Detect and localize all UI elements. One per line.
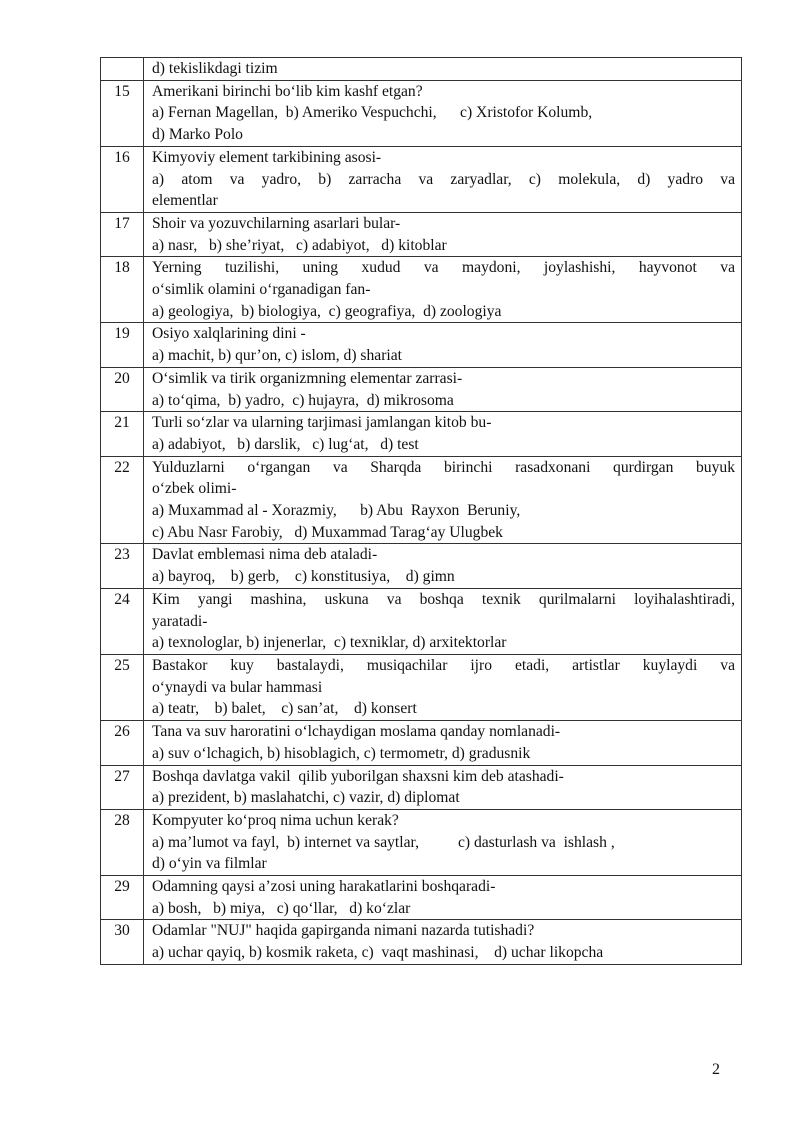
answer-line: a) geologiya, b) biologiya, c) geografiya, d) zoologiya	[152, 302, 502, 320]
question-body	[144, 323, 742, 367]
question-number: 20	[101, 367, 144, 411]
question-body	[144, 876, 742, 920]
question-text: Odamlar "NUJ" haqida gapirganda nimani nazarda tutishadi?	[152, 922, 535, 940]
answer-line: a) bosh, b) miya, c) qo‘llar, d) ko‘zlar	[152, 899, 411, 917]
answer-line: elementlar	[152, 192, 218, 210]
question-row	[101, 588, 742, 654]
question-row	[101, 721, 742, 765]
question-number	[101, 58, 144, 81]
question-text: Kimyoviy element tarkibining asosi-	[152, 148, 382, 166]
question-number: 26	[101, 721, 144, 765]
question-body	[144, 654, 742, 720]
answer-line: a) nasr, b) she’riyat, c) adabiyot, d) kitoblar	[152, 236, 447, 254]
question-row	[101, 58, 742, 81]
question-body	[144, 588, 742, 654]
answer-line: o‘ynaydi va bular hammasi	[152, 678, 323, 696]
page-number: 2	[712, 1061, 720, 1078]
question-text: Shoir va yozuvchilarning asarlari bular-	[152, 214, 401, 232]
question-number: 24	[101, 588, 144, 654]
question-row	[101, 412, 742, 456]
question-body	[144, 544, 742, 588]
question-body	[144, 765, 742, 809]
question-number: 28	[101, 809, 144, 875]
answer-line: a) Fernan Magellan, b) Ameriko Vespuchchi, c) Xristofor Kolumb,	[152, 104, 593, 122]
answer-line: c) Abu Nasr Farobiy, d) Muxammad Tarag‘ay Ulugbek	[152, 523, 503, 541]
question-text: Tana va suv haroratini o‘lchaydigan moslama qanday nomlanadi-	[152, 723, 561, 741]
question-body	[144, 721, 742, 765]
question-row	[101, 809, 742, 875]
question-row	[101, 920, 742, 964]
question-body	[144, 809, 742, 875]
question-number: 19	[101, 323, 144, 367]
answer-line: a) to‘qima, b) yadro, c) hujayra, d) mikrosoma	[152, 391, 454, 409]
question-text: Kompyuter ko‘proq nima uchun kerak?	[152, 811, 399, 829]
answer-line: a) bayroq, b) gerb, c) konstitusiya, d) gimn	[152, 568, 455, 586]
question-body	[144, 920, 742, 964]
question-body	[144, 456, 742, 544]
question-row	[101, 257, 742, 323]
question-number: 22	[101, 456, 144, 544]
question-text: Bastakor kuy bastalaydi, musiqachilar ijro etadi, artistlar kuylaydi va	[152, 656, 735, 674]
question-body	[144, 146, 742, 212]
question-text: d) tekislikdagi tizim	[152, 60, 278, 77]
question-row	[101, 212, 742, 256]
answer-line: a) machit, b) qur’on, c) islom, d) shariat	[152, 347, 403, 365]
question-number: 18	[101, 257, 144, 323]
answer-line: a) atom va yadro, b) zarracha va zaryadlar, c) molekula, d) yadro va	[152, 170, 735, 188]
answer-line: a) suv o‘lchagich, b) hisoblagich, c) termometr, d) gradusnik	[152, 744, 531, 762]
answer-line: a) teatr, b) balet, c) san’at, d) konsert	[152, 700, 417, 718]
answer-line: d) o‘yin va filmlar	[152, 855, 267, 873]
question-text: Odamning qaysi a’zosi uning harakatlarini boshqaradi-	[152, 878, 496, 896]
question-body	[144, 212, 742, 256]
question-text: Boshqa davlatga vakil qilib yuborilgan shaxsni kim deb atashadi-	[152, 767, 564, 785]
question-body	[144, 257, 742, 323]
question-body	[144, 412, 742, 456]
answer-line: d) Marko Polo	[152, 126, 243, 144]
question-body	[144, 367, 742, 411]
question-number: 29	[101, 876, 144, 920]
question-row	[101, 456, 742, 544]
question-text: Turli so‘zlar va ularning tarjimasi jamlangan kitob bu-	[152, 414, 492, 432]
question-number: 27	[101, 765, 144, 809]
question-number: 16	[101, 146, 144, 212]
question-row	[101, 876, 742, 920]
answer-line: a) Muxammad al - Xorazmiy, b) Abu Rayxon Beruniy,	[152, 502, 521, 520]
question-number: 17	[101, 212, 144, 256]
question-text: Osiyo xalqlarining dini -	[152, 325, 306, 343]
question-body	[144, 58, 742, 81]
question-number: 15	[101, 80, 144, 146]
question-text: Yulduzlarni o‘rgangan va Sharqda birinchi rasadxonani qurdirgan buyuk	[152, 458, 735, 476]
answer-line: yaratadi-	[152, 612, 208, 630]
question-text: Kim yangi mashina, uskuna va boshqa texnik qurilmalarni loyihalashtiradi,	[152, 590, 735, 608]
answer-line: a) adabiyot, b) darslik, c) lug‘at, d) test	[152, 435, 419, 453]
question-text: Davlat emblemasi nima deb ataladi-	[152, 546, 378, 564]
answer-line: a) prezident, b) maslahatchi, c) vazir, d) diplomat	[152, 789, 460, 807]
question-table	[100, 57, 742, 965]
question-text: Yerning tuzilishi, uning xudud va maydoni, joylashishi, hayvonot va	[152, 259, 735, 277]
question-number: 30	[101, 920, 144, 964]
question-row	[101, 80, 742, 146]
answer-line: o‘simlik olamini o‘rganadigan fan-	[152, 281, 371, 299]
question-row	[101, 765, 742, 809]
question-row	[101, 654, 742, 720]
answer-line: a) uchar qayiq, b) kosmik raketa, c) vaqt mashinasi, d) uchar likopcha	[152, 944, 604, 962]
answer-line: o‘zbek olimi-	[152, 480, 237, 498]
question-text: O‘simlik va tirik organizmning elementar zarrasi-	[152, 369, 463, 387]
question-number: 23	[101, 544, 144, 588]
question-row	[101, 367, 742, 411]
answer-line: a) texnologlar, b) injenerlar, c) texniklar, d) arxitektorlar	[152, 634, 507, 652]
question-number: 21	[101, 412, 144, 456]
question-row	[101, 544, 742, 588]
question-text: Amerikani birinchi bo‘lib kim kashf etgan?	[152, 82, 423, 100]
answer-line: a) ma’lumot va fayl, b) internet va saytlar, c) dasturlash va ishlash ,	[152, 833, 615, 851]
question-body	[144, 80, 742, 146]
question-number: 25	[101, 654, 144, 720]
question-row	[101, 146, 742, 212]
question-row	[101, 323, 742, 367]
